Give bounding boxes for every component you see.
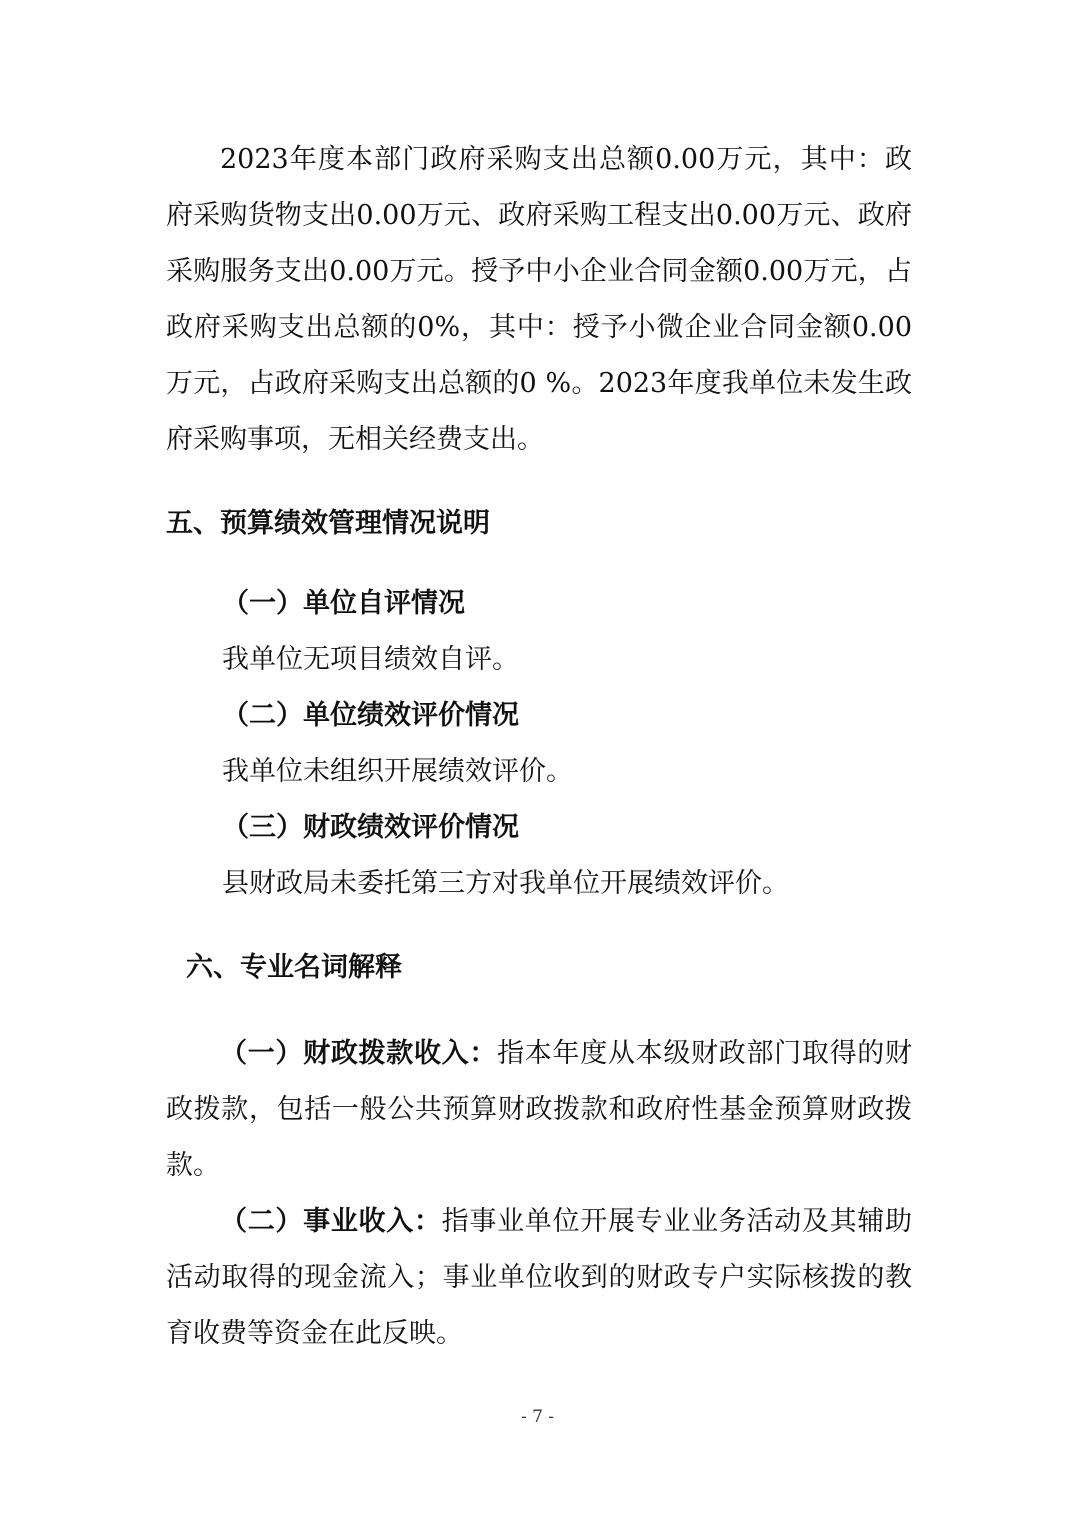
procurement-paragraph: 2023年度本部门政府采购支出总额0.00万元，其中：政府采购货物支出0.00万元、政府采购工程支出0.00万元、政府采购服务支出0.00万元。授予中小企业合同金额0.00万元，占政府采购支出总额的0%，其中：授予小微企业合同金额0.00万元，占政府采购支出总额的0 %。2023年度我单位未发生政府采购事项，无相关经费支出。 xyxy=(166,144,912,455)
section5-item1-title: （一）单位自评情况 xyxy=(222,588,465,619)
term-label: （一）财政拨款收入： xyxy=(220,1038,498,1069)
term-definition: 指事业单位开展专业业务活动及其辅助活动取得的现金流入；事业单位收到的财政专户实际核拨的教育收费等资金在此反映。 xyxy=(166,1206,913,1349)
term-paragraph xyxy=(166,1026,912,1194)
section5-item3-title: （三）财政绩效评价情况 xyxy=(222,812,519,843)
section5-item2-title: （二）单位绩效评价情况 xyxy=(222,700,519,731)
term-label: （二）事业收入： xyxy=(220,1206,442,1237)
term-definition: 指本年度从本级财政部门取得的财政拨款，包括一般公共预算财政拨款和政府性基金预算财政拨款。 xyxy=(166,1038,913,1181)
section5-item1-text: 我单位无项目绩效自评。 xyxy=(222,644,519,675)
section5-item3-text: 县财政局未委托第三方对我单位开展绩效评价。 xyxy=(222,868,789,899)
section5-heading: 五、预算绩效管理情况说明 xyxy=(166,508,490,539)
section6-heading: 六、专业名词解释 xyxy=(186,952,402,983)
term-paragraph xyxy=(166,1194,912,1362)
section5-item2-text: 我单位未组织开展绩效评价。 xyxy=(222,756,573,787)
page-number: - 7 - xyxy=(520,1407,555,1427)
